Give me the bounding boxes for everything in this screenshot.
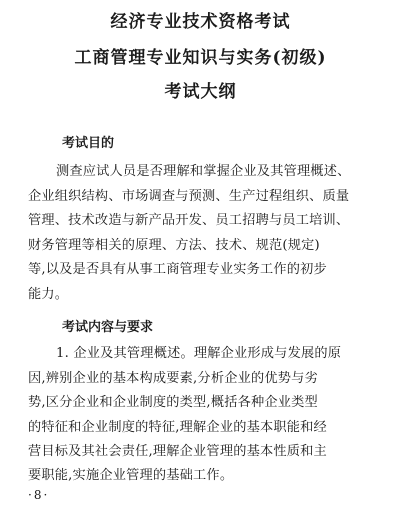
paragraph-line: 测查应试人员是否理解和掌握企业及其管理概述、 — [56, 164, 351, 179]
paragraph-line: 的特征和企业制度的特征,理解企业的基本职能和经 — [28, 420, 327, 435]
page-number: ·8· — [28, 488, 50, 502]
paragraph-line: 能力。 — [28, 287, 69, 302]
paragraph-line: 因,辨别企业的基本构成要素,分析企业的优势与劣 — [28, 371, 318, 386]
paragraph-line: 等,以及是否具有从事工商管理专业实务工作的初步 — [28, 262, 327, 277]
paragraph-line: 财务管理等相关的原理、方法、技术、规范(规定) — [28, 238, 320, 253]
subject-title: 工商管理专业知识与实务(初级) — [74, 48, 327, 68]
paragraph-line: 1. 企业及其管理概述。理解企业形成与发展的原 — [56, 346, 342, 361]
exam-title: 经济专业技术资格考试 — [110, 12, 291, 32]
paragraph-line: 势,区分企业和企业制度的类型,概括各种企业类型 — [28, 395, 318, 410]
section-heading-purpose: 考试目的 — [62, 136, 115, 151]
syllabus-title: 考试大纲 — [164, 82, 237, 102]
paragraph-line: 企业组织结构、市场调查与预测、生产过程组织、质量 — [28, 189, 350, 204]
paragraph-line: 管理、技术改造与新产品开发、员工招聘与员工培训、 — [28, 213, 350, 228]
paragraph-line: 要职能,实施企业管理的基础工作。 — [28, 468, 234, 483]
section-heading-content: 考试内容与要求 — [62, 320, 154, 335]
paragraph-line: 营目标及其社会责任,理解企业管理的基本性质和主 — [28, 444, 327, 459]
